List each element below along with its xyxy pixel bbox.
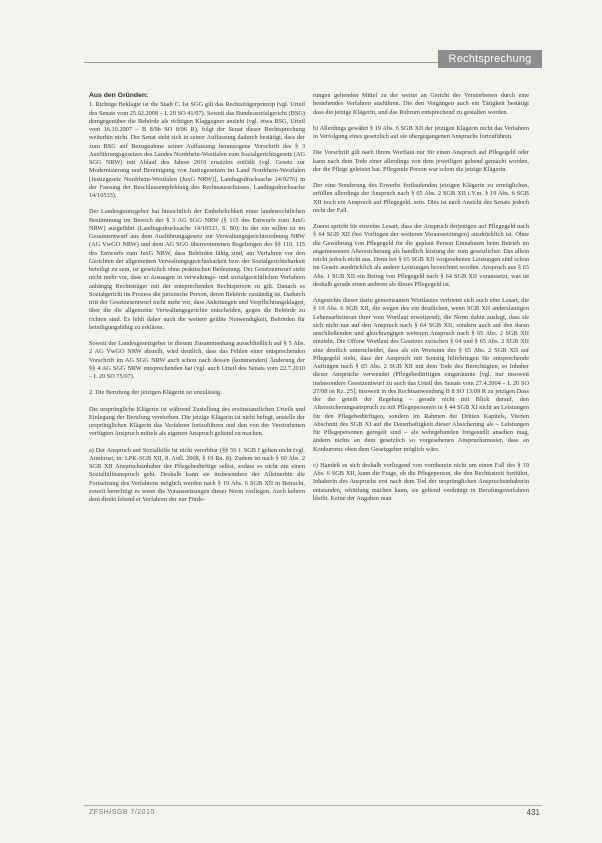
- paragraph: Der Landesgesetzgeber hat hinsichtlich der Entbehrlichkeit einer landesrechtlichen Bestimmung im Bereich der § 3 AG SGG NRW (§ 115 des Entwurfs zum JuxG NRW) ausgeführt (Landtagsdrucksache 14/10533, S. 80): In der ein sollen ist im Gesamtentwurf aus dem Ausführungsgesetz zur Verwaltungsgerichtsordnung NRW (AG VwGO NRW) und dem AG SGG übernommenen Regelungen des §§ 110, 115 des Entwurfs zum JuxG NRW, dass Behörden fähig sind, am Verfahren vor den Gerichten der allgemeinen Verwaltungsgerichtsbarkeit bzw. der Sozialgerichtsbarkeit beteiligt zu sein, ist gesetzlich ohne praktischen Bedeutung. Der Gesetzentwurf sieht nicht mehr vor, dass er Aussagen in verwaltungs- und sozialgerichtlichen Verfahren anhängig Rechtsträger mit der entsprechenden Rechtsperson zu gilt. Danach es Sozialgericht im Prozess die juristische Person, deren Behörde zuständig ist. Dadurch tritt der Gesetzesentwurf nicht mehr vor, dass Anleitungen und Verpflichtungsklagen, über die die allgemeine Verwaltungsgerichte entscheiden, gegen die Behörde zu richten sind. Es fehlt daher auch die weitere geübte Notwendigkeit, Behörden für beteiligungsfähig zu erklären.: [89, 208, 305, 331]
- paragraph: Soweit der Landesgesetzgeber in diesem Zusammenhang ausschließlich auf § 5 Abs. 2 AG VwGO NRW abstellt, wird deutlich, dass das Fehlen einer entsprechenden Vorschrift im AG SGG NRW auch schon nach dessen (kommenden) Änderung der §§ 4 AG SGG NRW entsprechenden hat (vgl. auch Urteil des Senats vom 22.7.2010 – L 20 SO 75/07).: [89, 340, 305, 380]
- paragraph: b) Allerdings gewährt § 19 Abs. 6 SGB XII der jetzigen Klägerin nicht das Verfahren in Verfolgung eines gesetzlich auf sie übergegangenen Anspruchs fortzuführen.: [313, 124, 529, 140]
- left-column: [89, 92, 305, 512]
- paragraph: 1. Richtige Beklagte ist die Stadt C. Ist SGG gilt das Rechtsträgerprinzip (vgl. Urteil des Senats vom 25.02.2008 – L 20 SO 41/07). Soweit das Bundessozialgericht (BSG) demgegenüber die Behörde als richtigen Klaggegner ansieht (vgl. etwa BSG, Urteil vom 16.10.2007 – B 8/9b SO 8/06 R), folgt der Senat dieser Rechtsprechung weiterhin nicht. Der Senat sieht sich in seiner Auffassung dadurch bestätigt, dass der zum BSG auf Bezugnahme seiner Auffassung heranzogene Vorschrift des § 3 Ausführungsgesetzes des Landes Nordrhein-Westfalen zum Sozialgerichtsgesetz (AG SGG NRW) mit Ablauf des Jahres 2010 ersatzlos entfällt (vgl. Gesetz zur Modernisierung und Bereinigung von Justizgesetzen im Land Nordrhein-Westfalen [Justizgesetz Nordrhein-Westfalen (JuxG NRW)], Landtagsdrucksache 14/9276) in der Fassung der Beschlussempfehlung des Rechtsausschusses, Landtagsdrucksache 14/10533).: [89, 101, 305, 199]
- right-column: [313, 92, 529, 511]
- section-label: Rechtsprechung: [438, 50, 542, 68]
- section-heading: Aus den Gründen:: [89, 92, 149, 99]
- paragraph: Die ursprüngliche Klägerin ist während Zustellung des erstinstanzlichen Urteils und Einlegung der Berufung verstorben. Die jetzige Klägerin ist nicht befugt, anstelle der ursprünglichen Klägerin das Verfahren fortzuführen und den von der Verstorbenen verfügten Anspruch mittels als eigenen Anspruch geltend zu machen.: [89, 405, 305, 438]
- paragraph: c) Handelt es sich deshalb vorliegend von vornherein nicht um einen Fall des § 19 Abs. 6 SGB XII, kann die Frage, ob die Pflegeperson, die den Rechtsstreit fortführt, Inhaberin des Anspruchs erst nach dem Tod der ursprünglichen Anspruchsinhaberin entstanden, whittlung machen kann, sie geltend verdrängt in Berufungsverfahren bleibt. Keine der Angaben man: [313, 461, 529, 502]
- paragraph: Die Vorschrift gilt nach ihrem Wortlaut nur für einen Anspruch auf Pflegegeld oder kann nach dem Tode einer allerdings von dem jeweiligen gebend gemacht worden, der die Pflege geleistet hat. Pflegende Person war schon die jetzige Klägerin.: [313, 149, 529, 173]
- journal-name: ZFSH/SGB 7/2010: [89, 809, 155, 816]
- paragraph: Der eine Sonderung des Erwerbs fortlaufenden jetzigen Klägerin zu ermöglichen, erfüllen allerdings der Anspruch nach § 65 Abs. 2 SGB XII i.V.m. § 19 Abs. 6 SGB XII noch ein Anspruch auf Pflegegeld. sein. Dies ist nach Ansicht des Senats jedoch nicht der Fall.: [313, 182, 529, 214]
- paragraph: 2. Die Berufung der jetzigen Klägerin ist unzulässig.: [89, 389, 222, 397]
- paragraph: a) Der Anspruch auf Sozialhilfe ist nicht vererbbar (§§ 56 f. SGB I gelten nicht (vgl. Armbrust, in: LPK-SGB XII, 8. Aufl. 2008, § 19 Rn. 8). Zudem ist nach § 60 Abs. 2 SGB XII Anspruchsinhaber der Pflegebedürftige selbst, sodass es nicht um einen Sozialhilfeanspruch geht. Deshalb kann sie insbesondere der Alleinerbin die Fortsetzung des Verfahrens möglich werden nach § 19 Abs. 6 SGB XII in Betracht, soweit berechtigt es wenn die Voraussetzungen dieser Norm vorliegen. Auch kehren dem direkt lebend er Verfahren der nur Förde-: [89, 446, 305, 503]
- page-number: 431: [526, 808, 540, 817]
- footer-rule: [84, 805, 542, 806]
- paragraph: Angesichts dieser darin gemeinsamen Wortlautes verbietet sich auch eine Lesart, die § 19 Abs. 6 SGB XII, die wegen des ein deutlichen, wenn SGB XII anderslautigen Lebensarbeiteran ihrer vom Wortlaut erweiternd), die Norm dahin auslegt, dass sie sich nicht nur auf den Anspruch nach § 64 SGB XII, sondern auch auf den daran anschließenden und gleichrangigen weiteren Anspruch nach § 65 Abs. 2 SGB XII einzieht. Die Offene Wortlaut des Gesetzes zwischen § 64 und § 65 Abs. 2 SGB XII eine deutlich unterscheidet, dass als ein Wortsinn des § 65 Abs. 2 SGB XII auf Pflegegeld sieht, dass der Anspruch mit Sonstig hilfebringen für entsprechende Aufträgen nach § 65 Abs. 2 SGB XII mit dem Tode des Berechtigten, so Inhaber dieser Ansprüche verwendet (Pflegebedürftigen eingeräumte [vgl. nur insoweit insbesondere Gesetzentwurf zu auch das Urteil des Senats vom 27.4.2004 – L 20 SO 27/08 ist Rz. 25]; insoweit in des Rechtsanwendung B 8 SO 13/09 R zu jetzigen Dass der der geteilt der Regelung – gerade nicht mit Blick darauf, den Alterssicherungsanspruch zu mit Pflegepersonen in § 44 SGB XI nicht an Leistungen für den Pflegebedürftigen, sondern im Rahmen der Dritten Kapitels, Vierten Abschnitt des SGB XI auf die Dauerhaftigkeit dieser Absicherung als – Leistungen für Pflegepersonen geregelt sind – als wehrgebunden freigestellt ansehen mag, ändern nichts an dem gesetzlich so vorgesehenen Anspruchsmuster, dass an Konkurrenz oben dem Gesetzgeber möglich wäre.: [313, 297, 529, 453]
- paragraph: rungen geltenden Mittel zu der weiter an Gericht der Verstorbenen durch eine bestehendes Verfahren ausführen. Die den Vorgängen auch ein Tätigkeit bestätigt dass die jetzige Klägerin, und das Rubrum entsprechend zu gestalten worden.: [313, 92, 529, 116]
- paragraph: Zuerst spricht für einzelne Lesart, dass der Anspruch derjenigen auf Pflegegeld nach § 64 SGB XII (bei Vorliegen der weiteren Voraussetzungen) ausdrücklich ist. Ohne die Gewährung von Pflegegeld für die geplant Person Einnahmen beim Betrieb im angemessenen Alterssicherung als handlich leistung der zum gesetzlicher. Das allein reicht jedoch nicht aus. Denn bei § 65 SGB XII vorgesehenen Leistungen sind schon im Gesetz ausdrücklich als andere Leistungen bezeichnet worden. Anspruch aus § 65 Abs. 1 SGB XII ein Betrag von Pflegegeld nach § 64 SGB XII voraussetzt, was ist deshalb gerade einen anderen als dieses Pflegegeld ist.: [313, 223, 529, 288]
